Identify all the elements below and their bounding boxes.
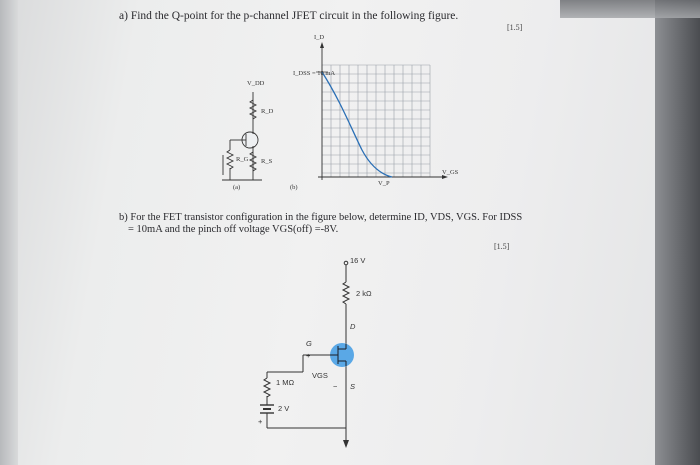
graph-y-arrow — [320, 42, 324, 48]
vgs-label: VGS — [312, 371, 328, 380]
gate-label: G — [306, 339, 312, 348]
source-minus-sign: − — [333, 382, 338, 391]
gate-plus-sign: + — [306, 351, 311, 360]
circuit-rs-label: R_S — [261, 158, 273, 165]
question-b-marks: [1.5] — [494, 242, 510, 251]
supply-terminal — [344, 261, 348, 265]
battery-voltage-label: 2 V — [278, 404, 290, 413]
supply-voltage-label: 16 V — [350, 256, 366, 265]
question-b-line1 — [119, 212, 522, 223]
question-a-text: Find the Q-point for the p-channel JFET circuit in the following figure. — [130, 10, 459, 22]
graph-axis-y-label: I_D — [314, 34, 325, 41]
circuit-rg-label: R_G — [236, 156, 249, 163]
figure-caption-a: (a) — [233, 184, 241, 191]
graph-vp-label: V_P — [378, 180, 390, 187]
question-a-marks: [1.5] — [507, 23, 523, 32]
question-b-label: b) — [119, 212, 128, 223]
rg-value-label: 1 MΩ — [276, 378, 295, 387]
source-label: S — [350, 382, 356, 391]
resistor-1m — [264, 378, 270, 397]
question-a-label: a) — [119, 10, 128, 22]
ground-arrow — [343, 440, 349, 448]
graph-axis-x-label: V_GS — [442, 169, 459, 176]
battery-plus-sign: + — [258, 417, 263, 426]
graph-idss-label: I_DSS = 10 mA — [293, 70, 336, 77]
circuit-a — [222, 92, 262, 180]
circuit-rd-label: R_D — [261, 108, 274, 115]
circuit-vdd-label: V_DD — [247, 80, 265, 87]
question-b-text-1: For the FET transistor configuration in the figure below, determine ID, VDS, VGS. For IDSS — [130, 212, 523, 223]
figure-caption-b: (b) — [290, 184, 298, 191]
transfer-graph-grid — [322, 65, 430, 177]
question-b-text-2: = 10mA and the pinch off voltage VGS(off) =-8V. — [128, 224, 339, 235]
drain-label: D — [350, 322, 356, 331]
resistor-rg — [227, 150, 233, 169]
resistor-2k — [343, 282, 349, 304]
rd-value-label: 2 kΩ — [356, 289, 372, 298]
transfer-curve — [322, 72, 392, 177]
